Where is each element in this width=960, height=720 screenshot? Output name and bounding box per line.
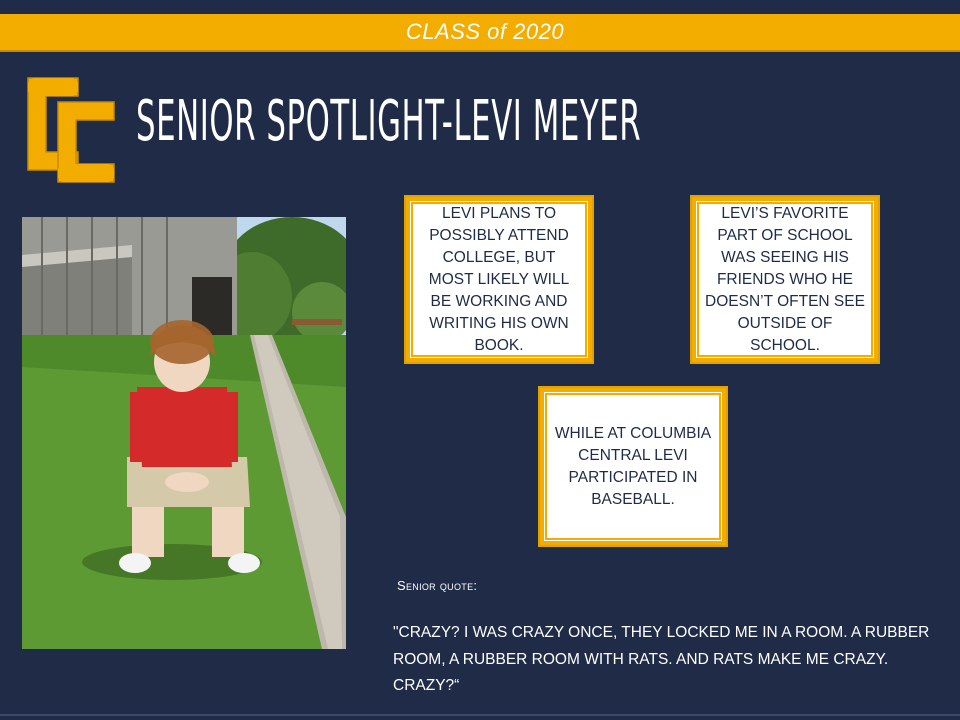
page-title: SENIOR SPOTLIGHT-LEVI MEYER — [136, 89, 642, 154]
fact-box-inner — [411, 202, 587, 357]
fact-text: WHILE AT COLUMBIA CENTRAL LEVI PARTICIPATED IN BASEBALL. — [554, 424, 712, 508]
fact-text: LEVI’S FAVORITE PART OF SCHOOL WAS SEEING HIS FRIENDS WHO HE DOESN’T OFTEN SEE OUTSIDE OF SCHOOL. — [705, 204, 865, 354]
cc-monogram-icon — [20, 66, 120, 188]
banner-text: CLASS of 2020 — [405, 19, 565, 44]
fact-box-inner — [697, 202, 873, 357]
class-banner — [0, 14, 960, 52]
fact-text: LEVI PLANS TO POSSIBLY ATTEND COLLEGE, BUT MOST LIKELY WILL BE WORKING AND WRITING HIS OWN BOOK. — [428, 204, 570, 354]
senior-portrait-photo — [22, 217, 346, 649]
fact-box-future-plans — [404, 195, 594, 364]
senior-quote-text: "CRAZY? I WAS CRAZY ONCE, THEY LOCKED ME IN A ROOM. A RUBBER ROOM, A RUBBER ROOM WITH RATS. AND RATS MAKE ME CRAZY. CRAZY?“ — [393, 624, 930, 694]
fact-box-inner — [545, 393, 721, 540]
top-strip — [0, 0, 960, 14]
bottom-divider — [0, 714, 960, 716]
senior-quote-label: Senior quote: — [397, 578, 478, 593]
fact-box-activities — [538, 386, 728, 547]
fact-box-favorite-part — [690, 195, 880, 364]
